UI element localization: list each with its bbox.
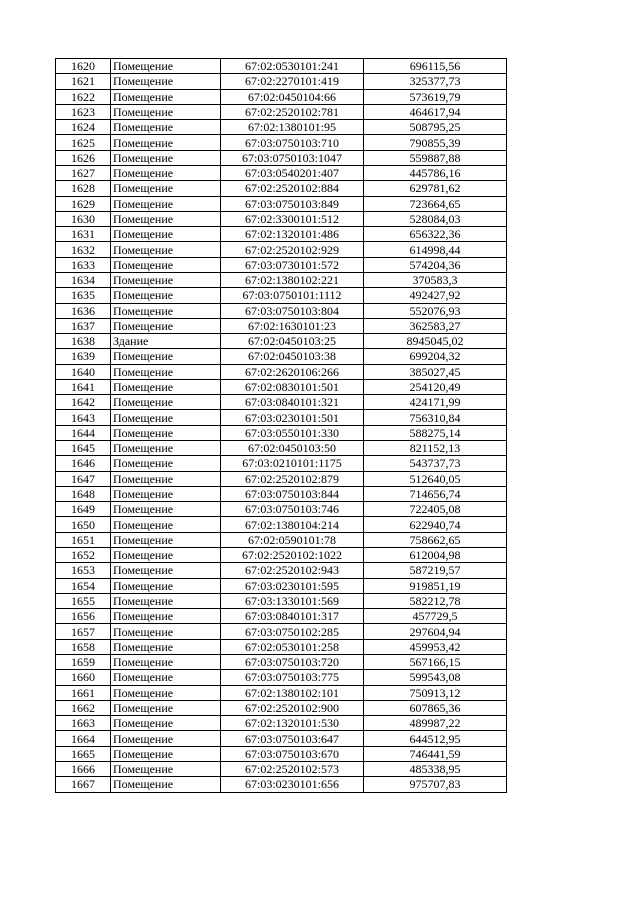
table-row <box>56 639 507 654</box>
object-type-cell: Помещение <box>111 288 221 303</box>
cadastral-number-cell: 67:03:0750101:1112 <box>221 288 364 303</box>
row-number-cell: 1666 <box>56 761 111 776</box>
cadastral-number-cell: 67:02:1380101:95 <box>221 120 364 135</box>
cadastral-value-cell: 445786,16 <box>364 165 507 180</box>
cadastral-number-cell: 67:02:0450103:25 <box>221 334 364 349</box>
object-type-cell: Помещение <box>111 761 221 776</box>
row-number-cell: 1643 <box>56 410 111 425</box>
cadastral-value-cell: 528084,03 <box>364 211 507 226</box>
object-type-cell: Помещение <box>111 410 221 425</box>
object-type-cell: Помещение <box>111 517 221 532</box>
table-row <box>56 548 507 563</box>
cadastral-number-cell: 67:03:0750103:720 <box>221 654 364 669</box>
cadastral-value-cell: 559887,88 <box>364 150 507 165</box>
cadastral-value-cell: 821152,13 <box>364 441 507 456</box>
row-number-cell: 1637 <box>56 318 111 333</box>
object-type-cell: Помещение <box>111 395 221 410</box>
object-type-cell: Помещение <box>111 532 221 547</box>
table-row <box>56 517 507 532</box>
table-row <box>56 349 507 364</box>
row-number-cell: 1639 <box>56 349 111 364</box>
row-number-cell: 1640 <box>56 364 111 379</box>
table-row <box>56 227 507 242</box>
cadastral-value-cell: 297604,94 <box>364 624 507 639</box>
table-row <box>56 74 507 89</box>
row-number-cell: 1624 <box>56 120 111 135</box>
table-row <box>56 624 507 639</box>
row-number-cell: 1620 <box>56 59 111 74</box>
table-row <box>56 288 507 303</box>
cadastral-value-cell: 552076,93 <box>364 303 507 318</box>
cadastral-value-cell: 629781,62 <box>364 181 507 196</box>
table-row <box>56 486 507 501</box>
row-number-cell: 1636 <box>56 303 111 318</box>
table-row <box>56 59 507 74</box>
cadastral-value-cell: 975707,83 <box>364 777 507 792</box>
cadastral-number-cell: 67:02:1380102:221 <box>221 272 364 287</box>
row-number-cell: 1621 <box>56 74 111 89</box>
row-number-cell: 1663 <box>56 716 111 731</box>
row-number-cell: 1646 <box>56 456 111 471</box>
row-number-cell: 1641 <box>56 379 111 394</box>
cadastral-value-cell: 582212,78 <box>364 593 507 608</box>
object-type-cell: Помещение <box>111 716 221 731</box>
table-row <box>56 334 507 349</box>
object-type-cell: Помещение <box>111 379 221 394</box>
cadastral-number-cell: 67:03:0750103:647 <box>221 731 364 746</box>
table-body <box>56 59 507 793</box>
cadastral-value-cell: 622940,74 <box>364 517 507 532</box>
object-type-cell: Помещение <box>111 456 221 471</box>
cadastral-value-cell: 254120,49 <box>364 379 507 394</box>
row-number-cell: 1634 <box>56 272 111 287</box>
object-type-cell: Помещение <box>111 471 221 486</box>
row-number-cell: 1627 <box>56 165 111 180</box>
cadastral-number-cell: 67:03:0210101:1175 <box>221 456 364 471</box>
object-type-cell: Помещение <box>111 563 221 578</box>
cadastral-value-cell: 790855,39 <box>364 135 507 150</box>
property-table <box>55 58 507 793</box>
cadastral-value-cell: 587219,57 <box>364 563 507 578</box>
table-row <box>56 120 507 135</box>
cadastral-number-cell: 67:02:2520102:879 <box>221 471 364 486</box>
object-type-cell: Помещение <box>111 777 221 792</box>
table-row <box>56 761 507 776</box>
row-number-cell: 1645 <box>56 441 111 456</box>
row-number-cell: 1651 <box>56 532 111 547</box>
cadastral-number-cell: 67:03:0750103:1047 <box>221 150 364 165</box>
table-row <box>56 746 507 761</box>
cadastral-number-cell: 67:02:0530101:258 <box>221 639 364 654</box>
table-row <box>56 303 507 318</box>
object-type-cell: Помещение <box>111 272 221 287</box>
cadastral-number-cell: 67:03:0750103:804 <box>221 303 364 318</box>
row-number-cell: 1631 <box>56 227 111 242</box>
object-type-cell: Помещение <box>111 685 221 700</box>
cadastral-number-cell: 67:02:0450103:50 <box>221 441 364 456</box>
cadastral-number-cell: 67:02:2270101:419 <box>221 74 364 89</box>
object-type-cell: Помещение <box>111 104 221 119</box>
cadastral-value-cell: 696115,56 <box>364 59 507 74</box>
cadastral-number-cell: 67:02:0590101:78 <box>221 532 364 547</box>
object-type-cell: Помещение <box>111 639 221 654</box>
table-row <box>56 425 507 440</box>
table-row <box>56 257 507 272</box>
cadastral-number-cell: 67:03:0840101:317 <box>221 609 364 624</box>
row-number-cell: 1642 <box>56 395 111 410</box>
cadastral-value-cell: 543737,73 <box>364 456 507 471</box>
cadastral-value-cell: 573619,79 <box>364 89 507 104</box>
object-type-cell: Помещение <box>111 364 221 379</box>
table-row <box>56 242 507 257</box>
object-type-cell: Помещение <box>111 242 221 257</box>
cadastral-value-cell: 588275,14 <box>364 425 507 440</box>
row-number-cell: 1632 <box>56 242 111 257</box>
cadastral-value-cell: 385027,45 <box>364 364 507 379</box>
cadastral-number-cell: 67:02:1380104:214 <box>221 517 364 532</box>
table-row <box>56 700 507 715</box>
table-row <box>56 731 507 746</box>
cadastral-number-cell: 67:03:0230101:501 <box>221 410 364 425</box>
cadastral-number-cell: 67:03:0230101:656 <box>221 777 364 792</box>
cadastral-value-cell: 607865,36 <box>364 700 507 715</box>
row-number-cell: 1647 <box>56 471 111 486</box>
cadastral-number-cell: 67:03:0550101:330 <box>221 425 364 440</box>
row-number-cell: 1661 <box>56 685 111 700</box>
cadastral-number-cell: 67:03:0750103:844 <box>221 486 364 501</box>
object-type-cell: Помещение <box>111 700 221 715</box>
object-type-cell: Помещение <box>111 196 221 211</box>
cadastral-number-cell: 67:03:0540201:407 <box>221 165 364 180</box>
cadastral-number-cell: 67:03:0730101:572 <box>221 257 364 272</box>
cadastral-value-cell: 723664,65 <box>364 196 507 211</box>
object-type-cell: Помещение <box>111 318 221 333</box>
object-type-cell: Помещение <box>111 165 221 180</box>
cadastral-value-cell: 457729,5 <box>364 609 507 624</box>
table-row <box>56 211 507 226</box>
cadastral-value-cell: 714656,74 <box>364 486 507 501</box>
object-type-cell: Помещение <box>111 227 221 242</box>
table-row <box>56 441 507 456</box>
table-row <box>56 395 507 410</box>
table-row <box>56 318 507 333</box>
table-row <box>56 272 507 287</box>
cadastral-number-cell: 67:02:1320101:530 <box>221 716 364 731</box>
cadastral-value-cell: 492427,92 <box>364 288 507 303</box>
cadastral-value-cell: 8945045,02 <box>364 334 507 349</box>
row-number-cell: 1667 <box>56 777 111 792</box>
object-type-cell: Помещение <box>111 578 221 593</box>
row-number-cell: 1622 <box>56 89 111 104</box>
cadastral-value-cell: 362583,27 <box>364 318 507 333</box>
row-number-cell: 1665 <box>56 746 111 761</box>
cadastral-number-cell: 67:02:0450103:38 <box>221 349 364 364</box>
row-number-cell: 1626 <box>56 150 111 165</box>
object-type-cell: Помещение <box>111 150 221 165</box>
cadastral-value-cell: 750913,12 <box>364 685 507 700</box>
cadastral-number-cell: 67:03:0750103:746 <box>221 502 364 517</box>
table-row <box>56 609 507 624</box>
cadastral-value-cell: 485338,95 <box>364 761 507 776</box>
object-type-cell: Здание <box>111 334 221 349</box>
object-type-cell: Помещение <box>111 59 221 74</box>
cadastral-number-cell: 67:02:2520102:1022 <box>221 548 364 563</box>
row-number-cell: 1628 <box>56 181 111 196</box>
cadastral-number-cell: 67:02:0830101:501 <box>221 379 364 394</box>
cadastral-number-cell: 67:02:3300101:512 <box>221 211 364 226</box>
cadastral-number-cell: 67:03:0750103:775 <box>221 670 364 685</box>
object-type-cell: Помещение <box>111 120 221 135</box>
cadastral-value-cell: 512640,05 <box>364 471 507 486</box>
object-type-cell: Помещение <box>111 135 221 150</box>
table-row <box>56 410 507 425</box>
cadastral-value-cell: 722405,08 <box>364 502 507 517</box>
cadastral-number-cell: 67:02:2520102:900 <box>221 700 364 715</box>
table-row <box>56 685 507 700</box>
object-type-cell: Помещение <box>111 731 221 746</box>
cadastral-number-cell: 67:03:0750103:710 <box>221 135 364 150</box>
cadastral-value-cell: 459953,42 <box>364 639 507 654</box>
row-number-cell: 1623 <box>56 104 111 119</box>
row-number-cell: 1630 <box>56 211 111 226</box>
row-number-cell: 1662 <box>56 700 111 715</box>
cadastral-number-cell: 67:03:0750103:849 <box>221 196 364 211</box>
table-row <box>56 379 507 394</box>
table-row <box>56 563 507 578</box>
object-type-cell: Помещение <box>111 181 221 196</box>
cadastral-number-cell: 67:03:1330101:569 <box>221 593 364 608</box>
table-row <box>56 165 507 180</box>
cadastral-value-cell: 614998,44 <box>364 242 507 257</box>
cadastral-number-cell: 67:02:1630101:23 <box>221 318 364 333</box>
table-row <box>56 670 507 685</box>
table-row <box>56 150 507 165</box>
table-row <box>56 654 507 669</box>
cadastral-value-cell: 644512,95 <box>364 731 507 746</box>
object-type-cell: Помещение <box>111 257 221 272</box>
table-row <box>56 471 507 486</box>
row-number-cell: 1658 <box>56 639 111 654</box>
table-row <box>56 135 507 150</box>
row-number-cell: 1638 <box>56 334 111 349</box>
cadastral-number-cell: 67:02:2520102:943 <box>221 563 364 578</box>
row-number-cell: 1649 <box>56 502 111 517</box>
row-number-cell: 1656 <box>56 609 111 624</box>
table-row <box>56 456 507 471</box>
cadastral-value-cell: 567166,15 <box>364 654 507 669</box>
row-number-cell: 1635 <box>56 288 111 303</box>
cadastral-value-cell: 756310,84 <box>364 410 507 425</box>
row-number-cell: 1657 <box>56 624 111 639</box>
object-type-cell: Помещение <box>111 609 221 624</box>
cadastral-value-cell: 746441,59 <box>364 746 507 761</box>
table-row <box>56 578 507 593</box>
row-number-cell: 1644 <box>56 425 111 440</box>
object-type-cell: Помещение <box>111 211 221 226</box>
table-row <box>56 716 507 731</box>
cadastral-number-cell: 67:03:0750102:285 <box>221 624 364 639</box>
cadastral-value-cell: 599543,08 <box>364 670 507 685</box>
cadastral-number-cell: 67:03:0230101:595 <box>221 578 364 593</box>
row-number-cell: 1660 <box>56 670 111 685</box>
cadastral-value-cell: 656322,36 <box>364 227 507 242</box>
cadastral-value-cell: 489987,22 <box>364 716 507 731</box>
cadastral-value-cell: 370583,3 <box>364 272 507 287</box>
object-type-cell: Помещение <box>111 670 221 685</box>
object-type-cell: Помещение <box>111 425 221 440</box>
cadastral-number-cell: 67:03:0750103:670 <box>221 746 364 761</box>
cadastral-number-cell: 67:02:2620106:266 <box>221 364 364 379</box>
cadastral-value-cell: 919851,19 <box>364 578 507 593</box>
table-row <box>56 777 507 792</box>
table-row <box>56 532 507 547</box>
row-number-cell: 1654 <box>56 578 111 593</box>
row-number-cell: 1633 <box>56 257 111 272</box>
cadastral-number-cell: 67:02:2520102:884 <box>221 181 364 196</box>
cadastral-number-cell: 67:02:1320101:486 <box>221 227 364 242</box>
cadastral-number-cell: 67:02:2520102:781 <box>221 104 364 119</box>
row-number-cell: 1664 <box>56 731 111 746</box>
table-row <box>56 593 507 608</box>
cadastral-value-cell: 699204,32 <box>364 349 507 364</box>
cadastral-value-cell: 574204,36 <box>364 257 507 272</box>
object-type-cell: Помещение <box>111 548 221 563</box>
cadastral-value-cell: 464617,94 <box>364 104 507 119</box>
cadastral-value-cell: 508795,25 <box>364 120 507 135</box>
row-number-cell: 1629 <box>56 196 111 211</box>
object-type-cell: Помещение <box>111 441 221 456</box>
object-type-cell: Помещение <box>111 74 221 89</box>
object-type-cell: Помещение <box>111 624 221 639</box>
object-type-cell: Помещение <box>111 654 221 669</box>
object-type-cell: Помещение <box>111 349 221 364</box>
table-row <box>56 196 507 211</box>
cadastral-value-cell: 758662,65 <box>364 532 507 547</box>
row-number-cell: 1655 <box>56 593 111 608</box>
row-number-cell: 1652 <box>56 548 111 563</box>
cadastral-number-cell: 67:02:0450104:66 <box>221 89 364 104</box>
table-row <box>56 104 507 119</box>
object-type-cell: Помещение <box>111 89 221 104</box>
cadastral-number-cell: 67:02:0530101:241 <box>221 59 364 74</box>
cadastral-number-cell: 67:02:2520102:573 <box>221 761 364 776</box>
row-number-cell: 1650 <box>56 517 111 532</box>
cadastral-number-cell: 67:02:2520102:929 <box>221 242 364 257</box>
table-row <box>56 502 507 517</box>
cadastral-number-cell: 67:02:1380102:101 <box>221 685 364 700</box>
object-type-cell: Помещение <box>111 593 221 608</box>
cadastral-value-cell: 424171,99 <box>364 395 507 410</box>
row-number-cell: 1625 <box>56 135 111 150</box>
cadastral-value-cell: 612004,98 <box>364 548 507 563</box>
object-type-cell: Помещение <box>111 303 221 318</box>
row-number-cell: 1653 <box>56 563 111 578</box>
row-number-cell: 1648 <box>56 486 111 501</box>
table-row <box>56 364 507 379</box>
row-number-cell: 1659 <box>56 654 111 669</box>
object-type-cell: Помещение <box>111 746 221 761</box>
table-row <box>56 181 507 196</box>
cadastral-value-cell: 325377,73 <box>364 74 507 89</box>
object-type-cell: Помещение <box>111 502 221 517</box>
object-type-cell: Помещение <box>111 486 221 501</box>
table-row <box>56 89 507 104</box>
cadastral-number-cell: 67:03:0840101:321 <box>221 395 364 410</box>
